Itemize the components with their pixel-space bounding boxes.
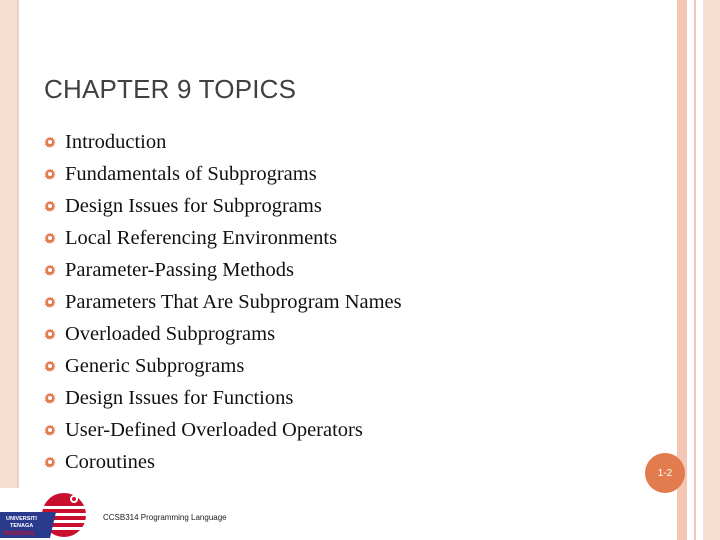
gear-icon — [44, 200, 56, 212]
left-border-line — [17, 0, 19, 540]
gear-icon — [44, 264, 56, 276]
gear-icon — [44, 360, 56, 372]
page-number-badge — [645, 453, 685, 493]
list-item — [44, 446, 402, 478]
list-item — [44, 350, 402, 382]
university-logo — [0, 488, 94, 540]
list-item — [44, 318, 402, 350]
list-item-label: Design Issues for Subprograms — [65, 195, 322, 217]
list-item — [44, 190, 402, 222]
right-border — [703, 0, 720, 540]
list-item-label: Parameter-Passing Methods — [65, 259, 295, 281]
list-item-label: Parameters That Are Subprogram Names — [65, 291, 402, 313]
list-item-label: Coroutines — [65, 451, 155, 473]
logo-text-line-3: NASIONAL — [4, 531, 36, 537]
gear-icon — [44, 328, 56, 340]
footer-text: CCSB314 Programming Language — [103, 513, 227, 522]
list-item — [44, 414, 402, 446]
logo-text-line-1: UNIVERSITI — [6, 516, 37, 522]
gear-icon — [44, 424, 56, 436]
topic-list — [44, 126, 402, 478]
list-item-label: Local Referencing Environments — [65, 227, 338, 249]
slide-title: CHAPTER 9 TOPICS — [44, 74, 297, 104]
left-border — [0, 0, 17, 540]
gear-icon — [44, 232, 56, 244]
list-item — [44, 254, 402, 286]
gear-icon — [44, 456, 56, 468]
gear-icon — [44, 392, 56, 404]
list-item-label: Fundamentals of Subprograms — [65, 163, 317, 185]
list-item-label: User-Defined Overloaded Operators — [65, 419, 363, 441]
gear-icon — [44, 168, 56, 180]
list-item — [44, 286, 402, 318]
list-item-label: Design Issues for Functions — [65, 387, 294, 409]
list-item-label: Generic Subprograms — [65, 355, 245, 377]
gear-icon — [44, 296, 56, 308]
list-item-label: Overloaded Subprograms — [65, 323, 276, 345]
logo-text-line-2: TENAGA — [10, 523, 34, 529]
list-item — [44, 126, 402, 158]
list-item-label: Introduction — [65, 131, 167, 153]
list-item — [44, 222, 402, 254]
page-number: 1-2 — [657, 467, 673, 479]
gear-icon — [44, 136, 56, 148]
right-border-line — [694, 0, 696, 540]
list-item — [44, 382, 402, 414]
list-item — [44, 158, 402, 190]
